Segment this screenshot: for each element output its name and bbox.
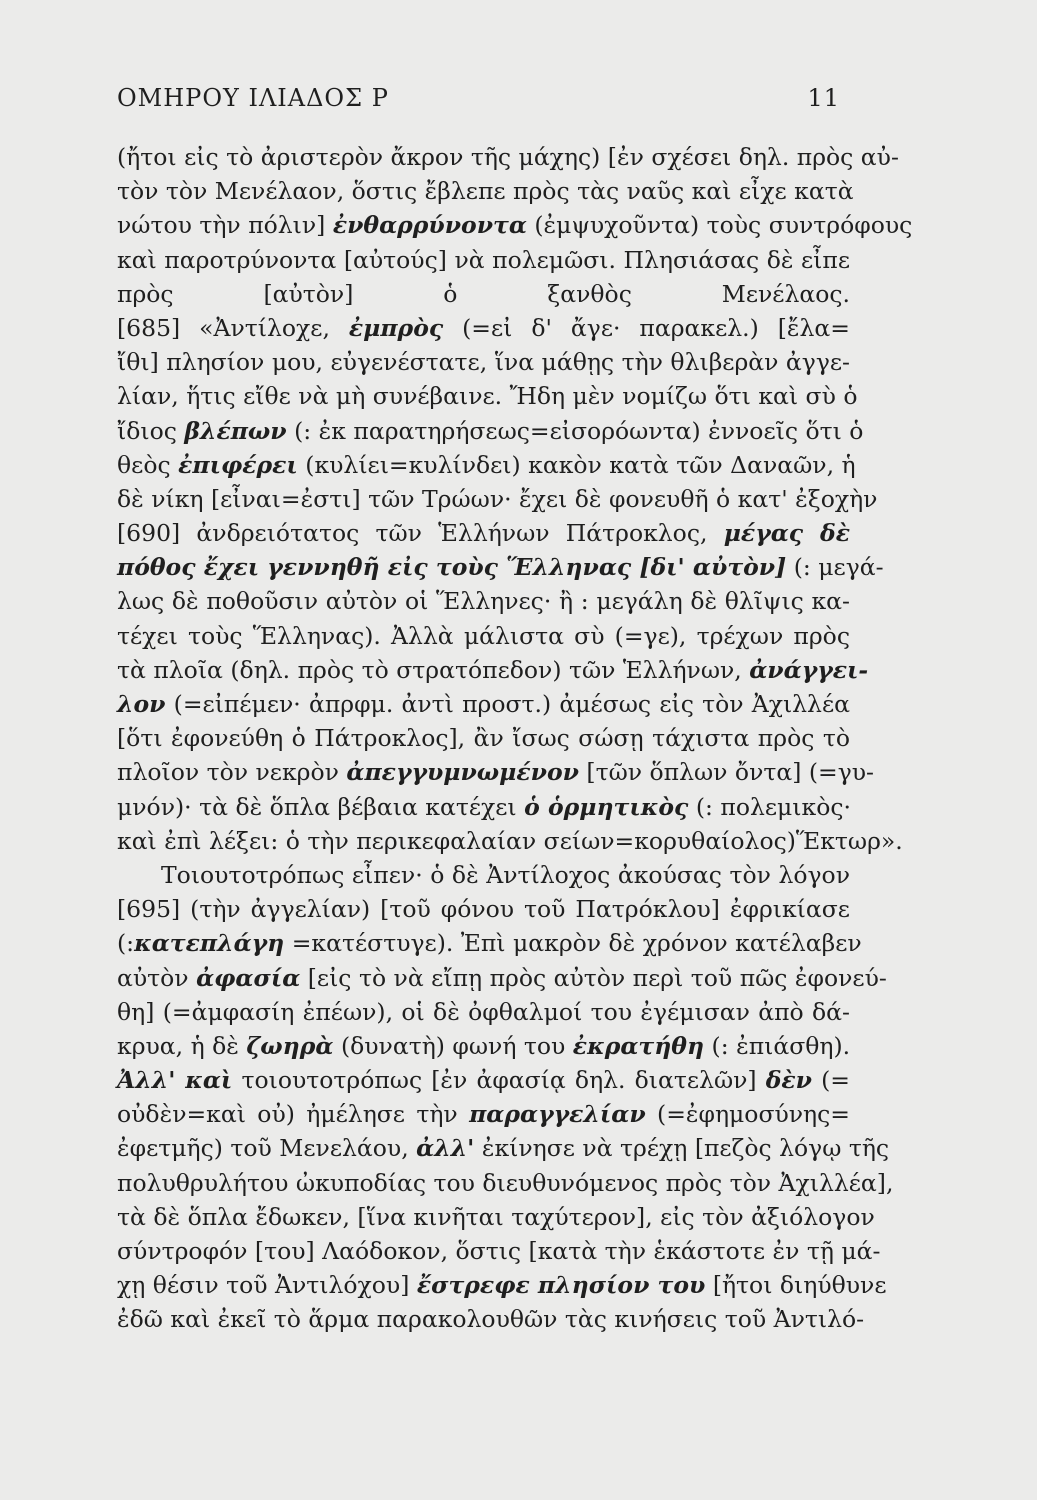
text-segment: ἐδῶ καὶ ἐκεῖ τὸ ἅρμα παρακολουθῶν τὰς κινήσεις τοῦ Ἀντιλό- bbox=[117, 1305, 865, 1334]
text-segment: =κατέστυγε). Ἐπὶ μακρὸν δὲ χρόνον κατέλαβεν bbox=[284, 929, 862, 958]
commentary-text bbox=[117, 140, 913, 1337]
text-line bbox=[117, 1097, 850, 1131]
text-line bbox=[117, 1029, 850, 1063]
emphasized-term: κατεπλάγη bbox=[134, 929, 285, 958]
page-header bbox=[117, 84, 840, 124]
text-segment: θεὸς bbox=[117, 450, 179, 479]
text-segment: αὐτὸν bbox=[117, 963, 197, 992]
text-line bbox=[117, 824, 903, 858]
text-segment: νώτου τὴν πόλιν] bbox=[117, 211, 333, 240]
text-segment: (=εἰπέμεν· ἀπρφμ. ἀντὶ προστ.) ἀμέσως εἰς τὸν Ἀχιλλέα bbox=[165, 690, 850, 718]
running-title: ΟΜΗΡΟΥ ΙΛΙΑΔΟΣ Ρ bbox=[117, 84, 389, 112]
emphasized-term: δὲν bbox=[765, 1066, 812, 1095]
text-segment: σύντροφόν [του] Λαόδοκον, ὅστις [κατὰ τὴν ἑκάστοτε ἐν τῇ μά- bbox=[117, 1237, 881, 1265]
text-segment: [690] ἀνδρειότατος τῶν Ἑλλήνων Πάτροκλος, bbox=[117, 519, 724, 548]
emphasized-term: πόθος ἔχει γεννηθῆ εἰς τοὺς Ἕλληνας [δι' αὐτὸν] bbox=[117, 553, 787, 582]
text-segment: ἐφετμῆς) τοῦ Μενελάου, bbox=[117, 1134, 417, 1163]
text-segment: [ὅτι ἐφονεύθη ὁ Πάτροκλος], ἂν ἴσως σώσῃ τάχιστα πρὸς τὸ bbox=[117, 724, 850, 753]
text-segment: [685] «Ἀντίλοχε, bbox=[117, 313, 349, 342]
text-segment: πολυθρυλήτου ὠκυποδίας του διευθυνόμενος πρὸς τὸν Ἀχιλλέα], bbox=[117, 1168, 894, 1197]
text-line bbox=[117, 208, 913, 242]
text-segment: (ἐμψυχοῦντα) τοὺς συντρόφους bbox=[526, 211, 913, 240]
text-line bbox=[117, 892, 850, 926]
emphasized-term: ἐνθαρρύνοντα bbox=[332, 211, 527, 240]
text-line bbox=[117, 345, 850, 379]
text-segment: (: πολεμικὸς· bbox=[688, 792, 851, 821]
text-line bbox=[117, 584, 850, 618]
text-segment: (δυνατὴ) φωνή του bbox=[333, 1031, 573, 1060]
text-line bbox=[117, 550, 884, 584]
text-line bbox=[117, 653, 869, 687]
text-segment: (: ἐπιάσθη). bbox=[704, 1031, 851, 1060]
text-segment: (κυλίει=κυλίνδει) κακὸν κατὰ τῶν Δαναῶν, ἡ bbox=[297, 450, 856, 479]
text-segment: τὸν τὸν Μενέλαον, ὅστις ἔβλεπε πρὸς τὰς ναῦς καὶ εἶχε κατὰ bbox=[117, 177, 854, 206]
emphasized-term: ζωηρὰ bbox=[246, 1031, 334, 1060]
text-line bbox=[117, 379, 858, 413]
emphasized-term: ἀνάγγει- bbox=[749, 655, 869, 684]
text-line bbox=[117, 687, 850, 721]
emphasized-term: παραγγελίαν bbox=[469, 1100, 646, 1129]
text-line bbox=[117, 1166, 894, 1200]
emphasized-term: ἐκρατήθη bbox=[572, 1031, 705, 1060]
text-line bbox=[117, 1063, 850, 1097]
emphasized-term: ἐμπρὸς bbox=[348, 313, 444, 342]
text-line bbox=[117, 140, 899, 174]
text-line bbox=[117, 414, 864, 448]
emphasized-term: ἀλλ' bbox=[416, 1134, 475, 1163]
text-segment: οὐδὲν=καὶ οὐ) ἠμέλησε τὴν bbox=[117, 1100, 470, 1129]
emphasized-term: ἀπεγγυμνωμένον bbox=[346, 758, 579, 787]
emphasized-term: λον bbox=[117, 690, 166, 718]
text-segment: καὶ ἐπὶ λέξει: ὁ τὴν περικεφαλαίαν σείων=κορυθαίολος)Ἕκτωρ». bbox=[117, 826, 903, 855]
text-segment: (: μεγά- bbox=[786, 553, 884, 582]
text-segment: τὰ δὲ ὅπλα ἔδωκεν, [ἵνα κινῆται ταχύτερον], εἰς τὸν ἀξιόλογον bbox=[117, 1202, 875, 1231]
text-segment: τέχει τοὺς Ἕλληνας). Ἀλλὰ μάλιστα σὺ (=γε), τρέχων πρὸς bbox=[117, 621, 850, 650]
text-segment: [695] (τὴν ἀγγελίαν) [τοῦ φόνου τοῦ Πατρόκλου] ἐφρικίασε bbox=[117, 895, 850, 924]
text-segment: (=ἐφημοσύνης= bbox=[645, 1100, 850, 1129]
text-segment: μνόν)· τὰ δὲ ὅπλα βέβαια κατέχει bbox=[117, 792, 525, 821]
text-segment: λως δὲ ποθοῦσιν αὐτὸν οἱ Ἕλληνες· ἢ : μεγάλη δὲ θλῖψις κα- bbox=[117, 587, 850, 616]
text-segment: ἴθι] πλησίον μου, εὐγενέστατε, ἵνα μάθῃς τὴν θλιβερὰν ἀγγε- bbox=[117, 348, 850, 377]
text-line bbox=[117, 858, 850, 892]
text-line bbox=[117, 174, 854, 208]
text-line bbox=[117, 1131, 890, 1165]
text-segment: [εἰς τὸ νὰ εἴπῃ πρὸς αὐτὸν περὶ τοῦ πῶς ἐφονεύ- bbox=[300, 963, 887, 992]
text-segment: κρυα, ἡ δὲ bbox=[117, 1031, 247, 1060]
text-line bbox=[117, 995, 850, 1029]
text-segment: (= bbox=[811, 1066, 850, 1095]
text-line bbox=[117, 243, 850, 277]
text-segment: (=εἰ δ' ἄγε· παρακελ.) [ἔλα= bbox=[443, 313, 850, 342]
text-line bbox=[117, 926, 862, 960]
page-number: 11 bbox=[807, 84, 840, 112]
text-line bbox=[117, 721, 850, 755]
text-line bbox=[117, 1234, 881, 1268]
text-segment: λίαν, ἥτις εἴθε νὰ μὴ συνέβαινε. Ἤδη μὲν νομίζω ὅτι καὶ σὺ ὁ bbox=[117, 382, 858, 411]
text-segment: δὲ νίκη [εἶναι=ἐστι] τῶν Τρώων· ἔχει δὲ φονευθῆ ὁ κατ' ἐξοχὴν bbox=[117, 484, 878, 513]
text-segment: (: ἐκ παρατηρήσεως=εἰσορόωντα) ἐννοεῖς ὅτι ὁ bbox=[286, 416, 864, 445]
text-segment: πλοῖον τὸν νεκρὸν bbox=[117, 758, 347, 787]
emphasized-term: ἐπιφέρει bbox=[178, 450, 298, 479]
text-line bbox=[117, 448, 856, 482]
emphasized-term: ἀφασία bbox=[196, 963, 301, 992]
text-segment: (: bbox=[117, 929, 135, 958]
text-segment: ἐκίνησε νὰ τρέχῃ [πεζὸς λόγῳ τῆς bbox=[474, 1134, 890, 1163]
text-line bbox=[117, 1302, 865, 1336]
emphasized-term: Ἀλλ' καὶ bbox=[117, 1066, 233, 1095]
text-segment: καὶ παροτρύνοντα [αὐτούς] νὰ πολεμῶσι. Πλησιάσας δὲ εἶπε bbox=[117, 245, 850, 274]
text-line bbox=[117, 311, 850, 345]
text-segment: τὰ πλοῖα (δηλ. πρὸς τὸ στρατόπεδον) τῶν Ἑλλήνων, bbox=[117, 655, 750, 684]
emphasized-term: βλέπων bbox=[184, 416, 287, 445]
text-line bbox=[117, 755, 874, 789]
emphasized-term: μέγας δὲ bbox=[723, 519, 850, 548]
text-line bbox=[117, 516, 850, 550]
text-segment: [ἤτοι διηύθυνε bbox=[705, 1271, 887, 1300]
text-line bbox=[117, 1268, 887, 1302]
text-segment: Τοιουτοτρόπως εἶπεν· ὁ δὲ Ἀντίλοχος ἀκούσας τὸν λόγον bbox=[161, 860, 850, 889]
text-segment: χῃ θέσιν τοῦ Ἀντιλόχου] bbox=[117, 1271, 417, 1300]
text-line bbox=[117, 961, 887, 995]
text-line bbox=[117, 1200, 875, 1234]
emphasized-term: ἔστρεφε πλησίον του bbox=[416, 1271, 706, 1300]
text-segment: [τῶν ὅπλων ὄντα] (=γυ- bbox=[578, 758, 874, 787]
text-segment: πρὸς [αὐτὸν] ὁ ξανθὸς Μενέλαος. bbox=[117, 279, 850, 308]
text-line bbox=[117, 277, 850, 311]
text-segment: (ἤτοι εἰς τὸ ἀριστερὸν ἄκρον τῆς μάχης) [ἐν σχέσει δηλ. πρὸς αὐ- bbox=[117, 143, 899, 171]
text-segment: θη] (=ἀμφασίη ἐπέων), οἱ δὲ ὀφθαλμοί του ἐγέμισαν ἀπὸ δά- bbox=[117, 997, 850, 1026]
text-line bbox=[117, 482, 878, 516]
emphasized-term: ὁ ὁρμητικὸς bbox=[524, 792, 689, 821]
text-line bbox=[117, 619, 850, 653]
text-segment: τοιουτοτρόπως [ἐν ἀφασίᾳ δηλ. διατελῶν] bbox=[232, 1066, 766, 1095]
text-line bbox=[117, 790, 850, 824]
text-segment: ἴδιος bbox=[117, 416, 185, 445]
